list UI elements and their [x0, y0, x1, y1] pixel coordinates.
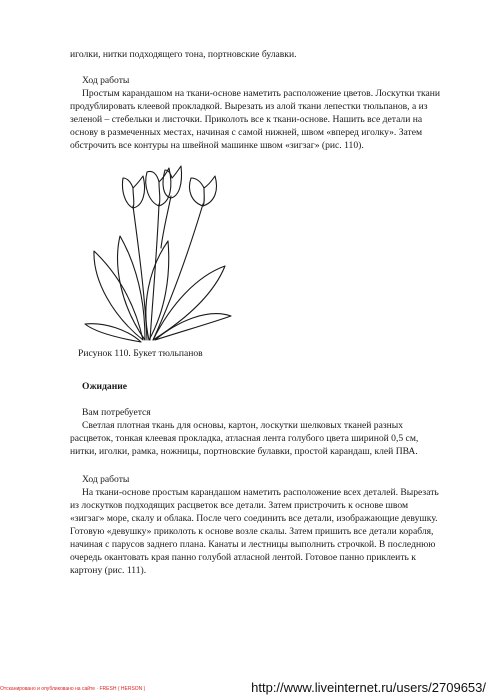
work-line-5: начиная с парусов заднего плана. Канаты и лестницы выполнить строчкой. В последнюю	[70, 539, 436, 550]
section1-line-5: обстрочить все контуры на швейной машинке швом «зигзаг» (рис. 110).	[70, 140, 364, 151]
needs-line-3: нитки, иголки, рамка, ножницы, портновские булавки, простой карандаш, клей ПВА.	[70, 446, 418, 457]
work-heading: Ход работы	[82, 474, 130, 485]
work-line-2: из лоскутков подходящих расцветок все детали. Затем пристрочить к основе швом	[70, 500, 409, 511]
needs-heading: Вам потребуется	[82, 407, 151, 418]
needs-line-2: расцветок, тонкая клеевая прокладка, атласная лента голубого цвета шириной 0,5 см,	[70, 433, 419, 444]
stem-4	[153, 204, 203, 340]
tulip-bouquet-illustration	[73, 156, 263, 346]
work-line-7: картону (рис. 111).	[70, 565, 147, 576]
work-line-3: «зигзаг» море, скалу и облака. После чего соединить все детали, изображающие девушку.	[70, 513, 438, 524]
tulip-4-petal	[203, 188, 204, 206]
section1-line-1: Простым карандашом на ткани-основе наметить расположение цветов. Лоскутки ткани	[82, 88, 440, 99]
section1-heading: Ход работы	[82, 75, 130, 86]
figure-caption: Рисунок 110. Букет тюльпанов	[78, 348, 203, 359]
scan-watermark: Отсканировано и опубликовано на сайте · FRESH ( HERSON )	[0, 686, 146, 692]
stem-2	[150, 204, 159, 340]
tulip-2-petal	[159, 182, 160, 206]
needs-line-1: Светлая плотная ткань для основы, картон, лоскутки шелковых тканей разных	[82, 420, 403, 431]
tulip-3	[163, 166, 182, 198]
tulip-2	[146, 168, 171, 206]
leaf-center	[146, 241, 169, 340]
tulip-4	[190, 176, 217, 206]
work-line-6: очередь окантовать края панно голубой атласной лентой. Готовое панно приклеить к	[70, 552, 416, 563]
intro-line: иголки, нитки подходящего тона, портновские булавки.	[70, 49, 297, 60]
stem-1	[133, 206, 147, 340]
section1-line-4: основу в размеченных местах, начиная с самой нижней, швом «вперед иголку». Затем	[70, 127, 423, 138]
tulip-1-petal	[133, 188, 134, 208]
section2-title: Ожидание	[82, 381, 128, 392]
leaf-left-mid	[118, 236, 145, 340]
source-url-watermark: http://www.liveinternet.ru/users/2709653/	[251, 680, 486, 695]
leaf-bottom-left	[85, 324, 141, 342]
section1-line-3: зеленой – стебельки и листочки. Приколоть все к ткани-основе. Нашить все детали на	[70, 114, 423, 125]
section1-line-2: продублировать клеевой прокладкой. Вырезать из алой ткани лепестки тюльпанов, а из	[70, 101, 428, 112]
work-line-1: На ткани-основе простым карандашом наметить расположение всех деталей. Вырезать	[82, 487, 439, 498]
leaf-left-large	[94, 251, 143, 340]
work-line-4: Готовую «девушку» приколоть к основе возле скалы. Затем пришить все детали корабля,	[70, 526, 434, 537]
